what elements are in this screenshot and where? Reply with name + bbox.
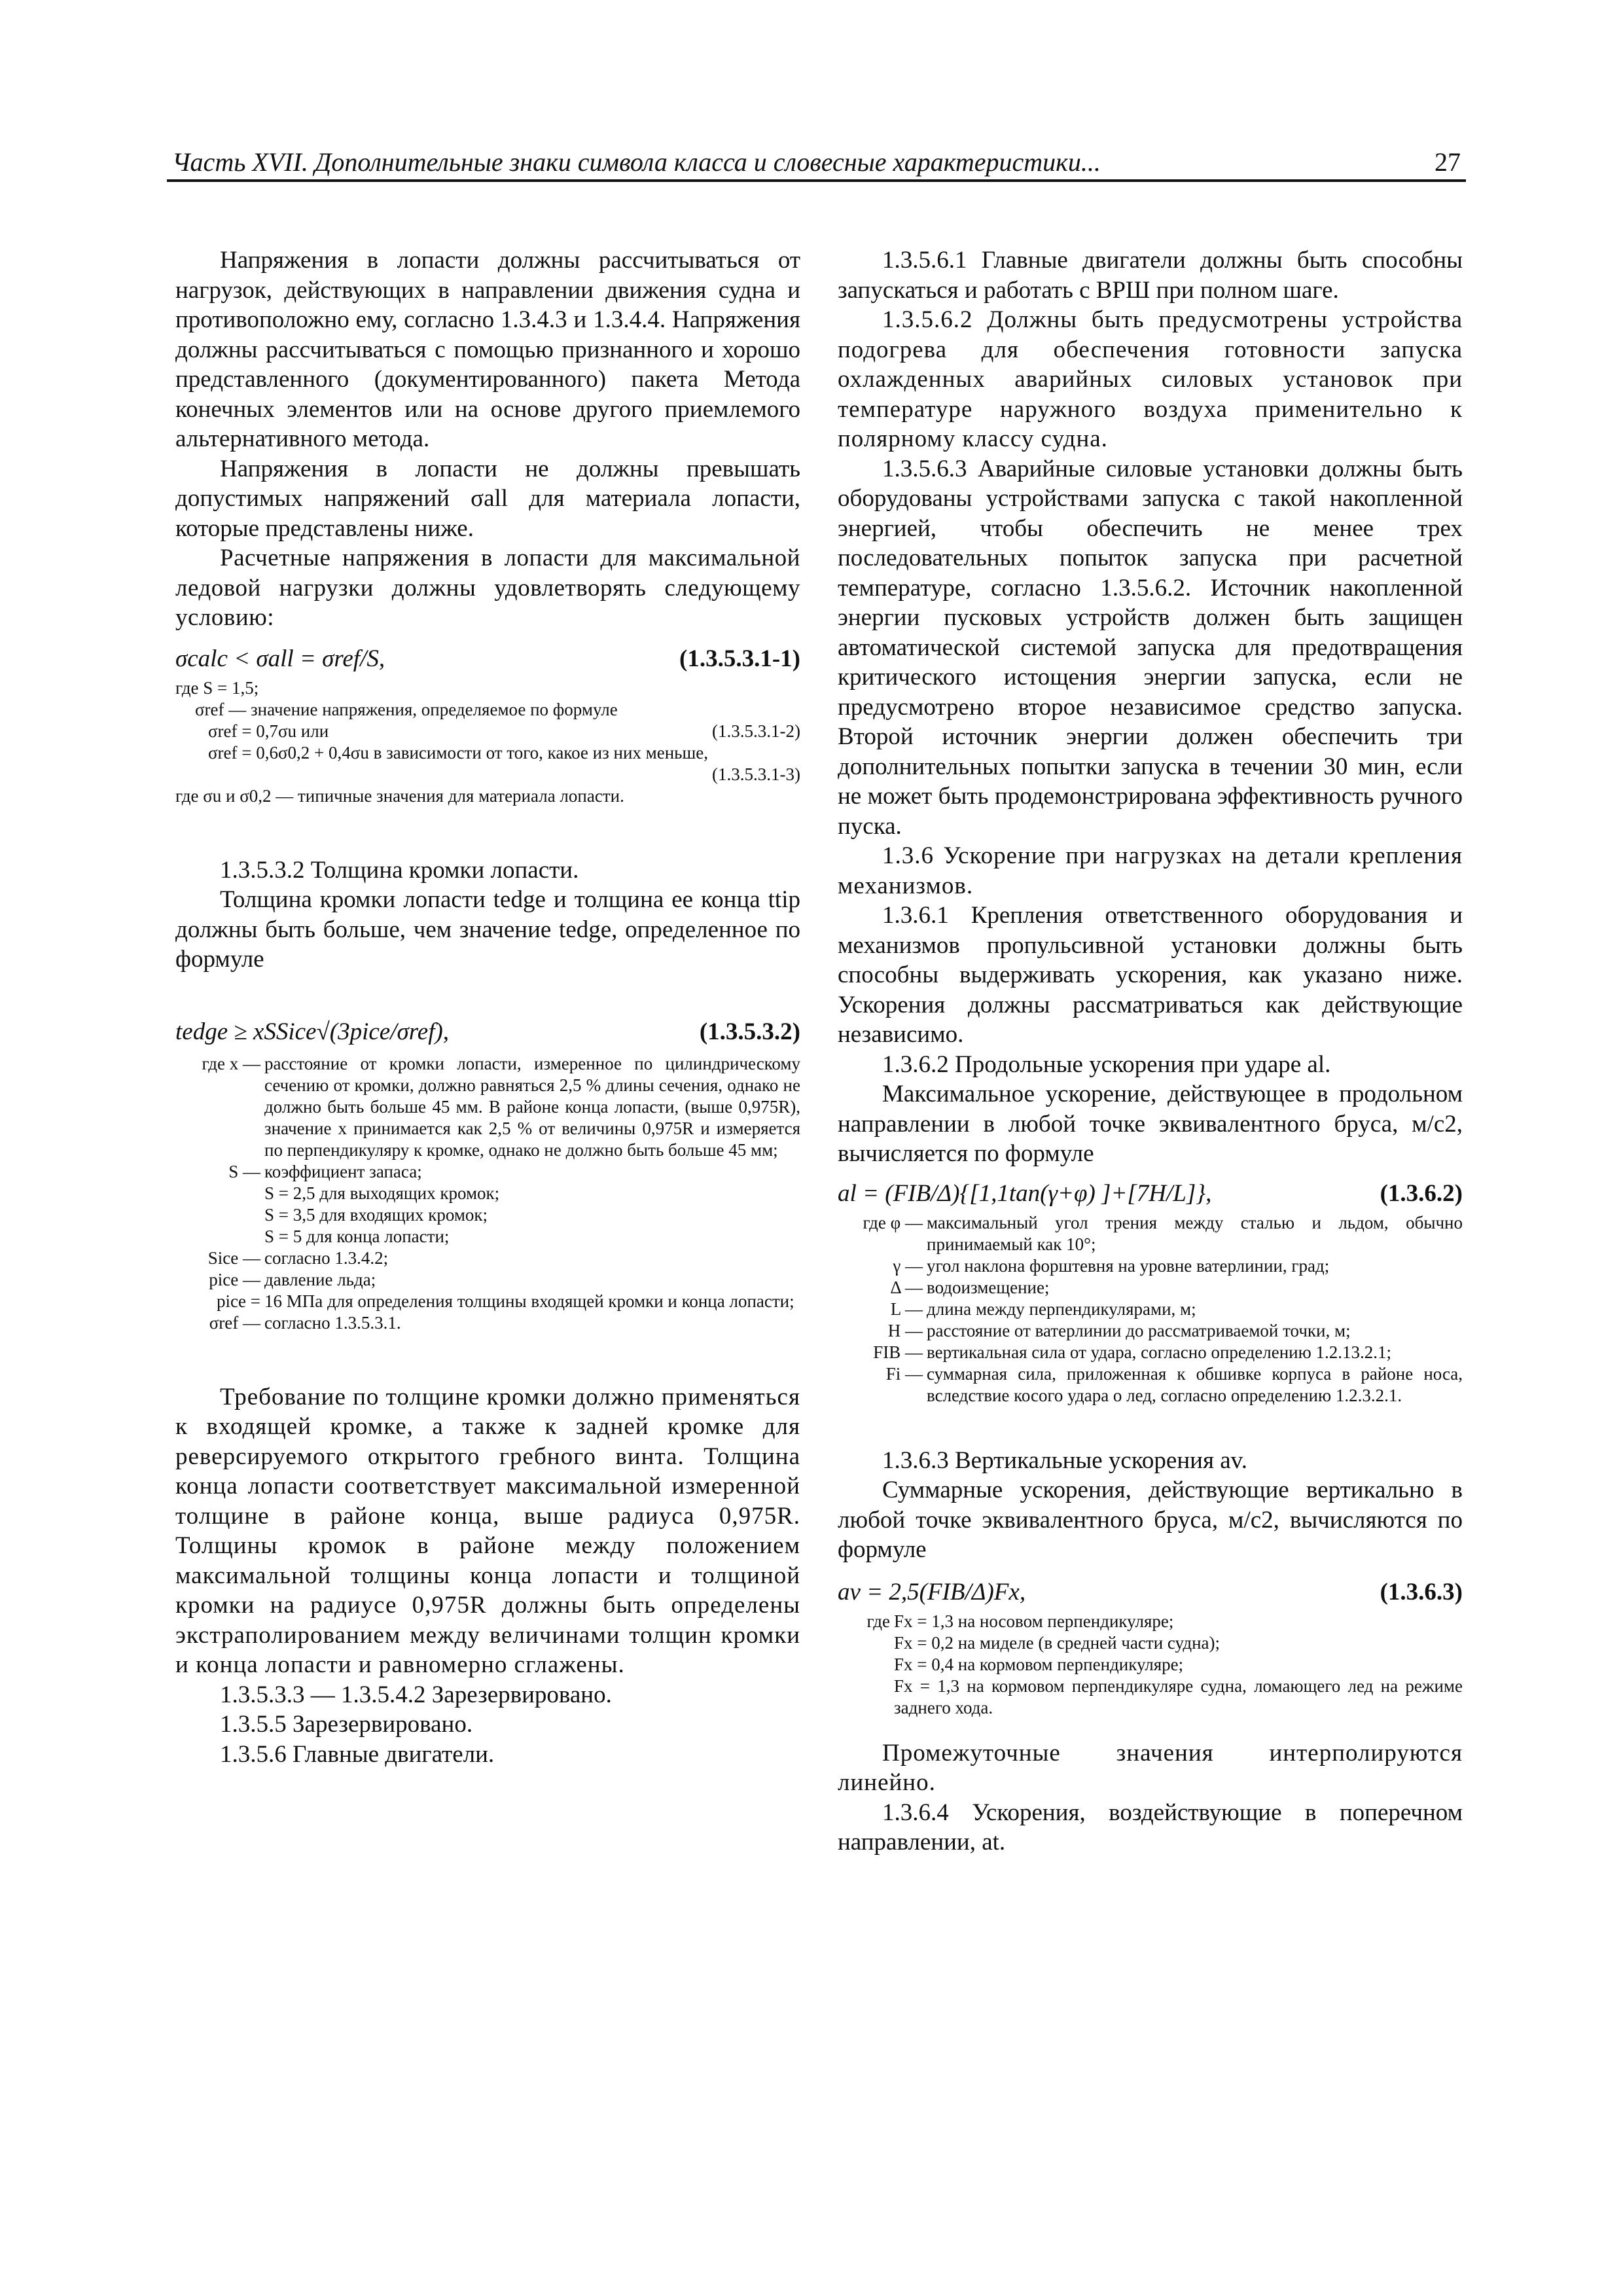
- formula-number: (1.3.5.3.2): [699, 1018, 800, 1045]
- section-heading: 1.3.5.3.2 Толщина кромки лопасти.: [220, 856, 579, 884]
- formula: [175, 641, 800, 677]
- legend-term: [838, 1676, 894, 1719]
- legend-row: [838, 1277, 1463, 1299]
- formula-expression: tedge ≥ xSSice√(3pice/σref),: [175, 1018, 450, 1045]
- legend-number: (1.3.5.3.1-3): [712, 764, 800, 784]
- paragraph: 1.3.6.4 Ускорения, воздействующие в поперечном направлении, at.: [838, 1799, 1463, 1856]
- legend-definition: Fx = 0,2 на миделе (в средней части судна);: [894, 1632, 1220, 1653]
- paragraph: 1.3.5.6.1 Главные двигатели должны быть способны запускаться и работать с ВРШ при полном шаге.: [838, 247, 1463, 304]
- legend-definition: Fx = 1,3 на носовом перпендикуляре;: [894, 1611, 1174, 1631]
- legend-definition: согласно 1.3.4.2;: [264, 1247, 389, 1268]
- legend-definition: суммарная сила, приложенная к обшивке корпуса в районе носа, вследствие косого удара о лед, согласно определению 1.2.3.2.1.: [927, 1363, 1463, 1405]
- legend-definition: водоизмещение;: [927, 1277, 1050, 1297]
- page-header: [167, 145, 1466, 182]
- formula-expression: σcalc < σall = σref/S,: [175, 645, 385, 672]
- legend-row: [175, 1161, 800, 1183]
- legend-term: [838, 1654, 894, 1676]
- legend-term: Sice —: [207, 1247, 260, 1268]
- legend-term: pice =: [217, 1291, 260, 1311]
- legend-row: [838, 1212, 1463, 1255]
- legend-definition: Fx = 1,3 на кормовом перпендикуляре судна, ломающего лед на режиме заднего хода.: [894, 1676, 1463, 1717]
- legend-row: [175, 1226, 800, 1247]
- legend-row: [838, 1299, 1463, 1320]
- legend-term: где: [866, 1611, 890, 1631]
- legend-definition: S = 5 для конца лопасти;: [264, 1226, 450, 1246]
- paragraph: 1.3.6.2 Продольные ускорения при ударе al.: [882, 1050, 1331, 1078]
- legend-definition: расстояние от ватерлинии до рассматриваемой точки, м;: [927, 1320, 1351, 1340]
- legend-term: [175, 1226, 264, 1247]
- legend-term: L —: [890, 1299, 923, 1319]
- legend-definition: согласно 1.3.5.3.1.: [264, 1312, 401, 1333]
- legend-definition: давление льда;: [264, 1269, 376, 1289]
- legend-row: [175, 1312, 800, 1334]
- legend-definition: угол наклона форштевня на уровне ватерлинии, град;: [927, 1255, 1330, 1276]
- right-column: [838, 245, 1463, 1857]
- legend-definition: вертикальная сила от удара, согласно определению 1.2.13.2.1;: [927, 1342, 1392, 1362]
- paragraph: 1.3.5.5 Зарезервировано.: [220, 1711, 473, 1738]
- legend-definition: длина между перпендикулярами, м;: [927, 1299, 1196, 1319]
- legend-row: [838, 1342, 1463, 1363]
- formula-legend: [175, 1053, 800, 1334]
- paragraph: 1.3.6.3 Вертикальные ускорения av.: [882, 1446, 1247, 1474]
- legend-term: где φ —: [863, 1212, 923, 1232]
- legend-row: [838, 1654, 1463, 1676]
- left-column: [175, 245, 800, 1769]
- legend-term: σref —: [209, 1312, 260, 1333]
- legend-row: [175, 1291, 800, 1312]
- formula: [838, 1574, 1463, 1611]
- legend-row: [838, 1611, 1463, 1632]
- formula-expression: al = (FIB/Δ){[1,1tan(γ+φ) ]+[7H/L]},: [838, 1179, 1212, 1207]
- legend-term: Δ —: [890, 1277, 923, 1297]
- legend-row: [838, 1632, 1463, 1654]
- legend-row: [838, 1320, 1463, 1342]
- legend-term: [838, 1632, 894, 1654]
- legend-row: [175, 1183, 800, 1204]
- legend-row: [838, 1676, 1463, 1719]
- legend-definition: 16 МПа для определения толщины входящей кромки и конца лопасти;: [264, 1291, 794, 1311]
- paragraph: Требование по толщине кромки должно применяться к входящей кромке, а также к задней кромке для реверсируемого открытого гребного винта. Толщина конца лопасти соответствует максимальной измеренной толщине в районе конца, выше радиуса 0,975R. Толщины кромок в районе между положением максимальной толщины конца лопасти и толщиной кромки на радиусе 0,975R должны быть определены экстраполированием между величинами толщин кромки и конца лопасти и равномерно сглажены.: [175, 1383, 800, 1678]
- formula-legend: [175, 677, 800, 807]
- paragraph: Напряжения в лопасти не должны превышать допустимых напряжений σall для материала лопасти, которые представлены ниже.: [175, 455, 800, 542]
- legend-row: [175, 1247, 800, 1269]
- section-heading: 1.3.6 Ускорение при нагрузках на детали крепления механизмов.: [838, 842, 1463, 899]
- paragraph: Суммарные ускорения, действующие вертикально в любой точке эквивалентного бруса, м/с2, вычисляются по формуле: [838, 1477, 1463, 1563]
- paragraph: Расчетные напряжения в лопасти для максимальной ледовой нагрузки должны удовлетворять следующему условию:: [175, 545, 800, 631]
- paragraph: Толщина кромки лопасти tedge и толщина ее конца ttip должны быть больше, чем значение tedge, определенное по формуле: [175, 886, 800, 973]
- legend-term: [175, 1204, 264, 1226]
- formula-legend: [838, 1212, 1463, 1407]
- legend-term: H —: [887, 1320, 923, 1340]
- legend-line: где S = 1,5;: [175, 677, 259, 698]
- formula-number: (1.3.5.3.1-1): [679, 645, 800, 672]
- legend-line: σref — значение напряжения, определяемое по формуле: [195, 699, 618, 719]
- legend-line: где σu и σ0,2 — типичные значения для материала лопасти.: [175, 785, 624, 806]
- legend-definition: расстояние от кромки лопасти, измеренное по цилиндрическому сечению от кромки, должно равняться 2,5 % длины сечения, однако не должно быть больше 45 мм. В районе конца лопасти, (выше 0,975R), значение x принимается как 2,5 % от величины 0,975R и измеряется по перпендикуляру к кромке, однако не должно быть больше 45 мм;: [264, 1053, 800, 1160]
- paragraph: 1.3.5.6 Главные двигатели.: [220, 1740, 495, 1768]
- legend-term: S —: [228, 1161, 260, 1181]
- paragraph: 1.3.5.6.2 Должны быть предусмотрены устройства подогрева для обеспечения готовности запуска охлажденных аварийных силовых установок при температуре наружного воздуха применительно к полярному классу судна.: [838, 306, 1463, 452]
- legend-term: [175, 1183, 264, 1204]
- legend-line: σref = 0,6σ0,2 + 0,4σu в зависимости от того, какое из них меньше,: [208, 742, 709, 762]
- legend-term: где x —: [202, 1053, 260, 1073]
- legend-term: Fi —: [885, 1363, 923, 1384]
- legend-term: FIB —: [873, 1342, 923, 1362]
- legend-term: γ —: [893, 1255, 923, 1276]
- legend-definition: Fx = 0,4 на кормовом перпендикуляре;: [894, 1654, 1184, 1674]
- legend-row: [175, 1269, 800, 1291]
- legend-definition: максимальный угол трения между сталью и льдом, обычно принимаемый как 10°;: [927, 1212, 1463, 1254]
- paragraph: Максимальное ускорение, действующее в продольном направлении в любой точке эквивалентного бруса, м/с2, вычисляется по формуле: [838, 1081, 1463, 1167]
- formula-number: (1.3.6.3): [1380, 1578, 1463, 1605]
- paragraph: 1.3.6.1 Крепления ответственного оборудования и механизмов пропульсивной установки должны быть способны выдерживать ускорения, как указано ниже. Ускорения должны рассматриваться как действующие независимо.: [838, 902, 1463, 1048]
- legend-definition: S = 2,5 для выходящих кромок;: [264, 1183, 500, 1203]
- legend-row: [175, 1053, 800, 1161]
- paragraph: Промежуточные значения интерполируются линейно.: [838, 1739, 1463, 1796]
- legend-line: σref = 0,7σu или: [208, 721, 329, 741]
- formula: [175, 1014, 800, 1050]
- formula-legend: [838, 1611, 1463, 1719]
- running-title: Часть XVII. Дополнительные знаки символа класса и словесные характеристики...: [172, 147, 1101, 177]
- legend-definition: S = 3,5 для входящих кромок;: [264, 1204, 488, 1225]
- legend-definition: коэффициент запаса;: [264, 1161, 422, 1181]
- page-number: 27: [1435, 147, 1461, 177]
- legend-term: pice —: [209, 1269, 260, 1289]
- formula-expression: av = 2,5(FIB/Δ)Fx,: [838, 1578, 1026, 1605]
- legend-row: [175, 1204, 800, 1226]
- formula: [838, 1175, 1463, 1212]
- legend-number: (1.3.5.3.1-2): [712, 721, 800, 741]
- legend-row: [838, 1363, 1463, 1407]
- formula-number: (1.3.6.2): [1380, 1179, 1463, 1207]
- paragraph: 1.3.5.6.3 Аварийные силовые установки должны быть оборудованы устройствами запуска с такой накопленной энергией, чтобы обеспечить не менее трех последовательных попыток запуска при расчетной температуре, согласно 1.3.5.6.2. Источник накопленной энергии пусковых устройств должен быть защищен автоматической системой запуска для предотвращения критического истощения энергии запуска, если не предусмотрено второе независимое средство запуска. Второй источник энергии должен обеспечить три дополнительных попытки запуска в течении 30 мин, если не может быть продемонстрирована эффективность ручного пуска.: [838, 455, 1463, 840]
- legend-row: [838, 1255, 1463, 1277]
- paragraph: 1.3.5.3.3 — 1.3.5.4.2 Зарезервировано.: [220, 1681, 612, 1708]
- paragraph: Напряжения в лопасти должны рассчитываться от нагрузок, действующих в направлении движения судна и противоположно ему, согласно 1.3.4.3 и 1.3.4.4. Напряжения должны рассчитываться с помощью признанного и хорошо представленного (документированного) пакета Метода конечных элементов или на основе другого приемлемого альтернативного метода.: [175, 247, 800, 452]
